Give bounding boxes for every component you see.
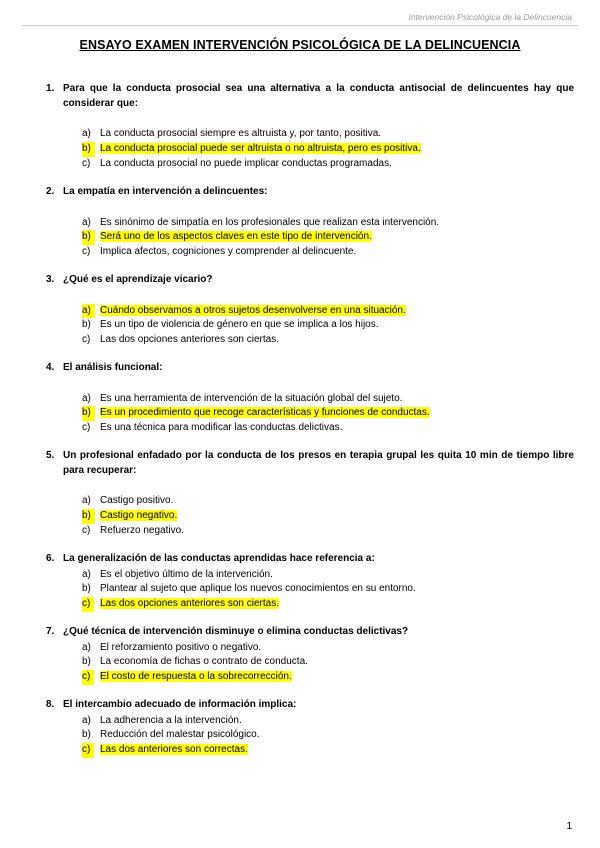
option-letter: a) — [82, 304, 95, 319]
option-a-highlighted — [82, 304, 574, 319]
question-label: ¿Qué técnica de intervención disminuye o elimina conductas delictivas? — [63, 626, 409, 637]
option-letter: b) — [82, 509, 95, 524]
option-letter: a) — [82, 216, 91, 228]
question-text — [46, 449, 574, 478]
question-label: Un profesional enfadado por la conducta de los presos en terapia grupal les quita 10 min de tiempo libre para recuperar: — [63, 450, 574, 476]
option-text: El reforzamiento positivo o negativo. — [100, 641, 262, 653]
question-number: 6. — [46, 553, 55, 564]
option-letter: c) — [82, 334, 91, 346]
option-text: Reducción del malestar psicológico. — [100, 729, 260, 741]
option-letter: a) — [82, 714, 91, 726]
option-letter: b) — [82, 729, 91, 741]
option-text: Es sinónimo de simpatía en los profesionales que realizan esta intervención. — [100, 216, 440, 228]
options-list — [46, 494, 574, 538]
question-text — [46, 698, 574, 713]
question-number: 8. — [46, 699, 55, 710]
option-b-highlighted — [82, 230, 574, 245]
question-number: 7. — [46, 626, 55, 637]
option-b — [82, 582, 574, 597]
question-label: El intercambio adecuado de información implica: — [63, 699, 297, 710]
option-a — [82, 216, 574, 231]
option-text: Castigo positivo. — [100, 495, 174, 506]
option-c — [82, 524, 574, 539]
option-text: Las dos opciones anteriores son ciertas. — [100, 334, 279, 346]
options-list — [46, 127, 574, 171]
option-c — [82, 157, 574, 172]
question-7 — [46, 625, 574, 685]
option-text: Es una técnica para modificar las conductas delictivas. — [100, 422, 343, 434]
question-label: Para que la conducta prosocial sea una alternativa a la conducta antisocial de delincuentes hay que considerar que: — [63, 83, 574, 109]
option-letter: b) — [82, 230, 95, 245]
option-letter: b) — [82, 583, 91, 595]
question-number: 2. — [46, 186, 55, 197]
question-2 — [46, 185, 574, 260]
question-text — [46, 185, 574, 200]
option-letter: c) — [82, 597, 94, 612]
option-c-highlighted — [82, 743, 574, 758]
options-list — [46, 392, 574, 436]
option-letter: a) — [82, 128, 91, 139]
question-label: La empatía en intervención a delincuentes: — [63, 186, 268, 197]
option-text: Castigo negativo. — [100, 509, 178, 521]
options-list — [46, 216, 574, 260]
option-b — [82, 655, 574, 670]
options-list — [46, 568, 574, 612]
option-c — [82, 245, 574, 260]
option-c-highlighted — [82, 670, 574, 685]
option-letter: c) — [82, 670, 94, 685]
option-letter: c) — [82, 157, 91, 169]
option-b-highlighted — [82, 142, 574, 157]
question-label: La generalización de las conductas aprendidas hace referencia a: — [63, 553, 375, 564]
option-text: La conducta prosocial puede ser altruista o no altruista, pero es positiva. — [100, 142, 421, 154]
question-number: 5. — [46, 450, 55, 461]
question-text — [46, 82, 574, 111]
option-letter: c) — [82, 743, 94, 758]
option-letter: b) — [82, 406, 95, 421]
option-letter: a) — [82, 568, 91, 580]
option-b — [82, 728, 574, 743]
question-text — [46, 273, 574, 288]
question-3 — [46, 273, 574, 348]
question-number: 3. — [46, 274, 55, 285]
option-letter: b) — [82, 656, 91, 668]
option-text: Plantear al sujeto que aplique los nuevos conocimientos en su entorno. — [100, 583, 416, 595]
question-4 — [46, 361, 574, 436]
option-text: Es una herramienta de intervención de la situación global del sujeto. — [100, 392, 403, 404]
running-header: Intervención Psicológica de la Delincuencia — [408, 12, 572, 22]
option-letter: b) — [82, 319, 91, 331]
question-8 — [46, 698, 574, 758]
option-a — [82, 494, 574, 509]
option-text: La adherencia a la intervención. — [100, 714, 242, 726]
option-text: Implica afectos, cogniciones y comprender al delincuente. — [100, 246, 357, 258]
option-a — [82, 127, 574, 142]
question-text — [46, 625, 574, 640]
option-a — [82, 714, 574, 729]
option-b-highlighted — [82, 406, 574, 421]
question-number: 4. — [46, 362, 55, 373]
question-number: 1. — [46, 83, 55, 94]
question-text — [46, 361, 574, 376]
option-b — [82, 318, 574, 333]
page-title: ENSAYO EXAMEN INTERVENCIÓN PSICOLÓGICA DE LA DELINCUENCIA — [79, 38, 521, 52]
option-text: Las dos anteriores son correctas. — [100, 744, 248, 756]
option-letter: c) — [82, 524, 91, 536]
option-a — [82, 641, 574, 656]
option-letter: a) — [82, 392, 91, 404]
options-list — [46, 641, 574, 685]
header-divider — [22, 25, 578, 26]
options-list — [46, 304, 574, 348]
option-text: Es el objetivo último de la intervención. — [100, 568, 273, 580]
option-text: Es un tipo de violencia de género en que se implica a los hijos. — [100, 319, 379, 331]
option-text: La economía de fichas o contrato de conducta. — [100, 656, 308, 668]
option-b-highlighted — [82, 509, 574, 524]
question-text — [46, 552, 574, 567]
option-letter: b) — [82, 142, 95, 157]
option-text: Será uno de los aspectos claves en este tipo de intervención. — [100, 231, 372, 243]
option-text: La conducta prosocial no puede implicar conductas programadas. — [100, 157, 392, 169]
option-text: Cuándo observamos a otros sujetos desenvolverse en una situación. — [100, 304, 406, 316]
option-text: Las dos opciones anteriores son ciertas. — [100, 598, 279, 610]
option-text: La conducta prosocial siempre es altruista y, por tanto, positiva. — [100, 128, 382, 139]
option-a — [82, 392, 574, 407]
question-label: El análisis funcional: — [63, 362, 163, 373]
page-number: 1 — [566, 821, 572, 832]
option-text: Refuerzo negativo. — [100, 524, 184, 536]
option-text: Es un procedimiento que recoge características y funciones de conductas. — [100, 407, 430, 419]
option-text: El costo de respuesta o la sobrecorrección. — [100, 671, 292, 683]
option-letter: c) — [82, 246, 91, 258]
option-a — [82, 568, 574, 583]
option-c-highlighted — [82, 597, 574, 612]
option-letter: a) — [82, 641, 91, 653]
question-6 — [46, 552, 574, 612]
question-label: ¿Qué es el aprendizaje vicario? — [63, 274, 213, 285]
question-5 — [46, 449, 574, 538]
option-letter: a) — [82, 495, 91, 506]
option-c — [82, 421, 574, 436]
question-1 — [46, 82, 574, 171]
option-letter: c) — [82, 422, 91, 434]
option-c — [82, 333, 574, 348]
options-list — [46, 714, 574, 758]
